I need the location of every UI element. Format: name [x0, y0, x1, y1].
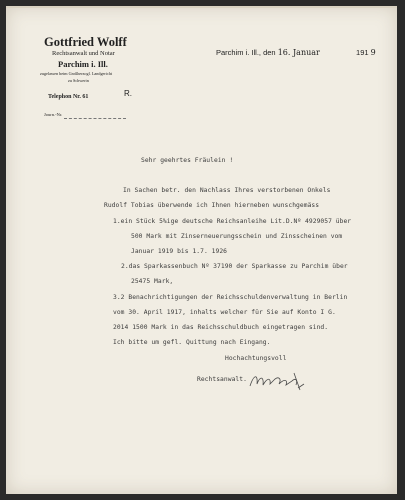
journal-number-label: Journ.-Nr. — [44, 112, 63, 117]
salutation: Sehr geehrtes Fräulein ! — [141, 157, 234, 164]
body-line: 500 Mark mit Zinserneuerungsschein und Zinsscheinen vom — [131, 233, 343, 240]
body-line: vom 30. April 1917, inhalts welcher für Sie auf Konto I G. — [113, 309, 336, 316]
paper-edge — [6, 6, 397, 8]
letterhead-profession: Rechtsanwalt und Notar — [52, 50, 115, 57]
date-year-prefix: 191 — [356, 48, 369, 57]
body-line: In Sachen betr. den Nachlass Ihres verstorbenen Onkels — [123, 187, 331, 194]
body-line: Rudolf Tobias überwende ich Ihnen hierneben wunschgemäss — [104, 202, 320, 209]
body-line: 2.das Sparkassenbuch Nº 37190 der Sparkasse zu Parchim über — [121, 263, 348, 270]
body-line: 3.2 Benachrichtigungen der Reichsschuldenverwaltung in Berlin — [113, 294, 348, 301]
letterhead-admission-line1: zugelassen beim Großherzogl. Landgericht — [40, 71, 113, 76]
date-year-suffix: 9 — [370, 48, 376, 57]
date-line — [216, 48, 376, 57]
body-line: Januar 1919 bis 1.7. 1926 — [131, 248, 228, 255]
letter-page — [6, 6, 397, 494]
handwritten-signature — [248, 370, 306, 392]
closing: Hochachtungsvoll — [225, 355, 287, 362]
letterhead-name: Gottfried Wolff — [44, 35, 127, 49]
signer-title: Rechtsanwalt. — [197, 376, 247, 383]
date-place: Parchim i. Ill., den — [216, 48, 276, 57]
letterhead-city: Parchim i. Ill. — [58, 59, 108, 69]
body-line: 2014 1500 Mark in das Reichsschuldbuch eingetragen sind. — [113, 324, 329, 331]
body-line: 1.ein Stück 5%ige deutsche Reichsanleihe Lit.D.Nº 4929057 über — [113, 218, 352, 225]
letterhead-telephone: Telephon Nr. 61 — [48, 94, 89, 100]
body-line: Ich bitte um gefl. Quittung nach Eingang. — [113, 339, 271, 346]
date-day-month: 16. Januar — [277, 48, 320, 57]
journal-number-line — [64, 118, 126, 119]
letterhead-admission-line2: zu Schwerin — [68, 78, 89, 83]
body-line: 25475 Mark, — [131, 278, 174, 285]
reference-mark: R. — [124, 89, 132, 98]
